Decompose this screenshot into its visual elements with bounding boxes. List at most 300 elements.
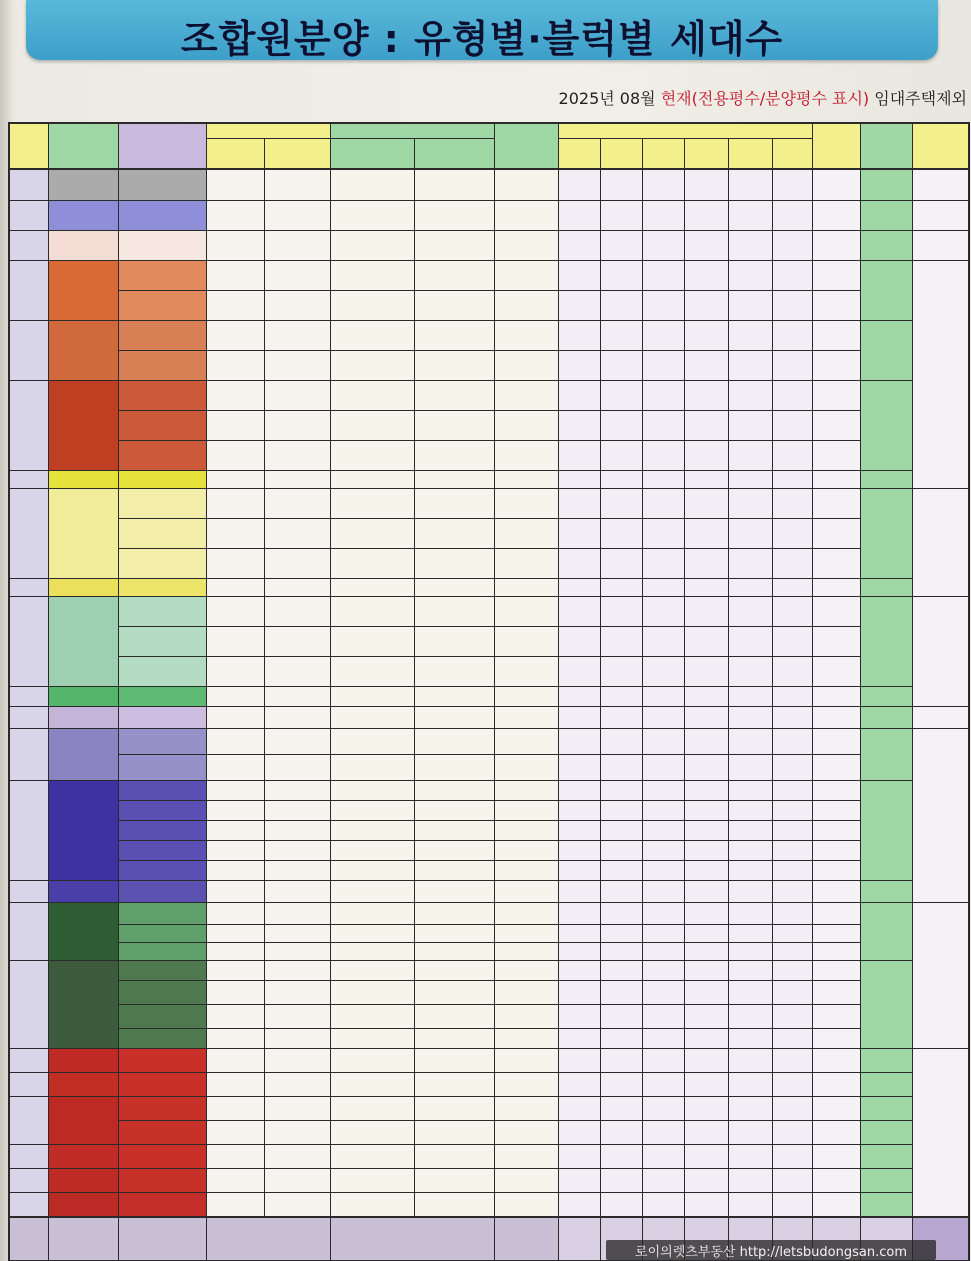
block-count (728, 1028, 772, 1048)
header-kind (494, 122, 558, 168)
subtotal (812, 320, 860, 350)
block-count (642, 656, 684, 686)
block-count (728, 548, 772, 578)
excl-area (330, 880, 414, 902)
block-count (684, 1168, 728, 1192)
supply-pyeong (264, 1072, 330, 1096)
cumulative (860, 1192, 912, 1216)
excl-pyeong (206, 440, 264, 470)
subtotal (812, 380, 860, 410)
sale-type (48, 780, 118, 880)
sale-type (48, 488, 118, 578)
grid-line (8, 320, 118, 321)
block-count (728, 578, 772, 596)
block-count (684, 728, 728, 754)
grid-line (8, 960, 118, 961)
supply-pyeong (264, 1192, 330, 1216)
subtotal (812, 820, 860, 840)
grid-line (414, 138, 415, 1216)
block-count (684, 548, 728, 578)
cumulative (860, 1168, 912, 1192)
block-count (728, 260, 772, 290)
block-count (600, 290, 642, 320)
excl-area (330, 230, 414, 260)
unit-kind (494, 470, 558, 488)
grid-line (118, 122, 119, 1261)
excl-pyeong (206, 200, 264, 230)
supply-pyeong (264, 1144, 330, 1168)
excl-area (330, 800, 414, 820)
block-count (600, 706, 642, 728)
block-count (684, 410, 728, 440)
block-count (558, 470, 600, 488)
subtotal (812, 754, 860, 780)
block-count (684, 320, 728, 350)
row-number (8, 380, 48, 470)
supply-area (414, 260, 494, 290)
sale-type (48, 960, 118, 1048)
cumulative (860, 880, 912, 902)
block-count (558, 800, 600, 820)
block-count (600, 1048, 642, 1072)
block-count (772, 200, 812, 230)
block-count (642, 706, 684, 728)
grid-line (118, 1168, 860, 1169)
grid-line (330, 122, 331, 1261)
grid-line (206, 138, 494, 139)
unit-kind (494, 1120, 558, 1144)
excl-area (330, 1168, 414, 1192)
grid-line (118, 1096, 860, 1097)
grid-line (118, 1192, 860, 1193)
block-count (728, 168, 772, 200)
grid-line (8, 1096, 118, 1097)
grid-line (118, 840, 860, 841)
subtotal (812, 960, 860, 980)
excl-area (330, 860, 414, 880)
grid-line (912, 488, 968, 489)
sub-type (118, 686, 206, 706)
grid-line (860, 122, 861, 1261)
grid-line (772, 138, 773, 1261)
total-label (8, 1216, 48, 1261)
grid-line (118, 380, 860, 381)
supply-pyeong (264, 230, 330, 260)
block-count (684, 1048, 728, 1072)
block-count (558, 1004, 600, 1028)
block-count (728, 350, 772, 380)
row-number (8, 596, 48, 686)
unit-kind (494, 1048, 558, 1072)
excl-pyeong (206, 728, 264, 754)
supply-pyeong (264, 860, 330, 880)
grid-line (118, 596, 860, 597)
row-number (8, 1072, 48, 1096)
sub-type (118, 440, 206, 470)
excl-pyeong (206, 800, 264, 820)
block-count (728, 780, 772, 800)
block-count (642, 840, 684, 860)
block-count (728, 1096, 772, 1120)
grid-line (860, 880, 912, 881)
grid-line (912, 200, 968, 201)
grid-line (118, 924, 860, 925)
block-count (558, 860, 600, 880)
grid-line (8, 260, 118, 261)
note (912, 706, 968, 728)
note (912, 902, 968, 1048)
block-count (558, 942, 600, 960)
subtotal (812, 1192, 860, 1216)
block-count (558, 230, 600, 260)
block-count (600, 728, 642, 754)
block-count (728, 980, 772, 1004)
supply-pyeong (264, 488, 330, 518)
subtitle-date: 2025년 08월 (558, 89, 656, 108)
note (912, 1048, 968, 1216)
block-count (558, 518, 600, 548)
block-count (772, 902, 812, 924)
subtotal (812, 488, 860, 518)
grid-line (118, 1144, 860, 1145)
block-count (728, 320, 772, 350)
sale-type (48, 596, 118, 686)
excl-area (330, 1120, 414, 1144)
cumulative (860, 1072, 912, 1096)
block-count (684, 754, 728, 780)
grid-line (860, 1144, 912, 1145)
excl-pyeong (206, 1072, 264, 1096)
block-count (642, 200, 684, 230)
grid-line (206, 122, 207, 1261)
supply-area (414, 350, 494, 380)
grid-line (118, 980, 860, 981)
sub-type (118, 548, 206, 578)
grid-line (860, 1072, 912, 1073)
cumulative (860, 686, 912, 706)
block-count (600, 924, 642, 942)
sub-type (118, 860, 206, 880)
excl-pyeong (206, 860, 264, 880)
block-count (772, 548, 812, 578)
note (912, 488, 968, 596)
supply-area (414, 840, 494, 860)
cumulative (860, 260, 912, 320)
unit-kind (494, 260, 558, 290)
excl-area (330, 1144, 414, 1168)
header-block-6 (772, 138, 812, 168)
header-no (8, 122, 48, 168)
block-count (600, 470, 642, 488)
excl-pyeong (206, 596, 264, 626)
block-count (772, 860, 812, 880)
grid-line (860, 596, 912, 597)
block-count (558, 728, 600, 754)
block-count (600, 1004, 642, 1028)
excl-pyeong (206, 924, 264, 942)
subtotal (812, 1072, 860, 1096)
block-count (600, 488, 642, 518)
block-count (684, 1028, 728, 1048)
grid-line (118, 626, 860, 627)
grid-line (912, 902, 968, 903)
excl-area (330, 1004, 414, 1028)
block-count (728, 488, 772, 518)
excl-area (330, 320, 414, 350)
sub-type (118, 1120, 206, 1144)
sale-type (48, 168, 118, 200)
block-count (558, 596, 600, 626)
block-count (728, 230, 772, 260)
sub-type (118, 980, 206, 1004)
block-count (642, 488, 684, 518)
block-count (558, 1096, 600, 1120)
cumulative (860, 706, 912, 728)
excl-pyeong (206, 168, 264, 200)
sub-type (118, 1072, 206, 1096)
sale-type (48, 1048, 118, 1072)
block-count (642, 980, 684, 1004)
block-count (772, 924, 812, 942)
block-count (772, 260, 812, 290)
grid-line (118, 1072, 860, 1073)
excl-pyeong (206, 1192, 264, 1216)
block-count (600, 1072, 642, 1096)
sub-type (118, 380, 206, 410)
block-count (684, 706, 728, 728)
block-count (558, 1120, 600, 1144)
row-number (8, 1144, 48, 1168)
block-count (728, 686, 772, 706)
sub-type (118, 470, 206, 488)
block-count (642, 1144, 684, 1168)
block-count (600, 200, 642, 230)
subtotal (812, 706, 860, 728)
unit-kind (494, 860, 558, 880)
block-count (642, 1120, 684, 1144)
block-count (772, 754, 812, 780)
block-count (642, 230, 684, 260)
sub-type (118, 168, 206, 200)
block-count (728, 924, 772, 942)
block-count (684, 880, 728, 902)
cumulative (860, 960, 912, 1048)
unit-kind (494, 548, 558, 578)
cumulative (860, 488, 912, 578)
block-count (558, 1072, 600, 1096)
supply-area (414, 200, 494, 230)
row-number (8, 960, 48, 1048)
supply-area (414, 1192, 494, 1216)
header-excl-pyeong (206, 138, 264, 168)
block-count (728, 626, 772, 656)
block-count (684, 488, 728, 518)
unit-kind (494, 880, 558, 902)
header-cumul (860, 122, 912, 168)
grid-line (860, 902, 912, 903)
block-count (600, 596, 642, 626)
header-area (330, 122, 494, 138)
supply-pyeong (264, 728, 330, 754)
block-count (642, 1048, 684, 1072)
block-count (600, 800, 642, 820)
excl-area (330, 1072, 414, 1096)
row-number (8, 168, 48, 200)
sale-type (48, 1168, 118, 1192)
grid-line (912, 1048, 968, 1049)
unit-kind (494, 960, 558, 980)
grid-line (118, 470, 860, 471)
block-count (600, 960, 642, 980)
grid-line (118, 706, 860, 707)
block-count (558, 1048, 600, 1072)
block-count (558, 820, 600, 840)
supply-pyeong (264, 596, 330, 626)
sub-type (118, 1144, 206, 1168)
grid-line (8, 122, 968, 124)
block-count (728, 880, 772, 902)
supply-pyeong (264, 980, 330, 1004)
grid-line (8, 1216, 968, 1218)
block-count (642, 1028, 684, 1048)
sale-type (48, 902, 118, 960)
grid-line (8, 902, 118, 903)
excl-pyeong (206, 380, 264, 410)
subtotal (812, 1004, 860, 1028)
block-count (684, 518, 728, 548)
supply-area (414, 518, 494, 548)
block-count (684, 1072, 728, 1096)
block-count (600, 320, 642, 350)
block-count (728, 200, 772, 230)
sub-type (118, 230, 206, 260)
excl-pyeong (206, 780, 264, 800)
header-supply-area (414, 138, 494, 168)
block-count (600, 780, 642, 800)
sale-type (48, 380, 118, 470)
block-count (684, 380, 728, 410)
sub-type (118, 1096, 206, 1120)
supply-pyeong (264, 800, 330, 820)
block-count (728, 440, 772, 470)
grid-line (8, 596, 118, 597)
grid-line (860, 728, 912, 729)
supply-pyeong (264, 440, 330, 470)
block-count (728, 470, 772, 488)
block-count (772, 578, 812, 596)
supply-pyeong (264, 1120, 330, 1144)
subtotal (812, 440, 860, 470)
supply-pyeong (264, 168, 330, 200)
cumulative (860, 728, 912, 780)
block-count (642, 440, 684, 470)
excl-pyeong (206, 488, 264, 518)
excl-area (330, 942, 414, 960)
supply-pyeong (264, 1028, 330, 1048)
grid-line (118, 440, 860, 441)
block-count (772, 518, 812, 548)
block-count (600, 880, 642, 902)
supply-area (414, 728, 494, 754)
subtotal (812, 260, 860, 290)
subtotal (812, 880, 860, 902)
subtotal (812, 980, 860, 1004)
row-number (8, 1192, 48, 1216)
grid-line (860, 686, 912, 687)
grid-line (600, 138, 601, 1261)
block-count (772, 1120, 812, 1144)
grid-line (860, 706, 912, 707)
excl-area (330, 840, 414, 860)
grid-line (118, 754, 860, 755)
block-count (642, 880, 684, 902)
block-count (772, 800, 812, 820)
block-count (728, 902, 772, 924)
grid-line (912, 230, 968, 231)
block-count (600, 686, 642, 706)
unit-kind (494, 820, 558, 840)
unit-kind (494, 800, 558, 820)
block-count (684, 840, 728, 860)
block-count (772, 656, 812, 686)
note (912, 260, 968, 488)
unit-kind (494, 440, 558, 470)
block-count (772, 470, 812, 488)
unit-kind (494, 780, 558, 800)
header-subtotal (812, 122, 860, 168)
row-number (8, 1096, 48, 1144)
supply-pyeong (264, 656, 330, 686)
supply-pyeong (264, 200, 330, 230)
block-count (600, 1168, 642, 1192)
supply-pyeong (264, 924, 330, 942)
grid-line (912, 596, 968, 597)
grid-line (118, 200, 860, 201)
supply-area (414, 626, 494, 656)
subtotal (812, 728, 860, 754)
sub-type (118, 350, 206, 380)
block-count (558, 1144, 600, 1168)
excl-pyeong (206, 942, 264, 960)
excl-pyeong (206, 290, 264, 320)
supply-area (414, 1120, 494, 1144)
block-count (684, 578, 728, 596)
row-number (8, 578, 48, 596)
block-count (728, 380, 772, 410)
block-count (772, 320, 812, 350)
excl-area (330, 596, 414, 626)
watermark: 로이의렛츠부동산 http://letsbudongsan.com (606, 1240, 936, 1260)
supply-area (414, 800, 494, 820)
excl-pyeong (206, 626, 264, 656)
header-block-3 (642, 138, 684, 168)
grid-line (8, 880, 118, 881)
sub-type (118, 656, 206, 686)
sub-type (118, 942, 206, 960)
block-count (728, 754, 772, 780)
supply-pyeong (264, 942, 330, 960)
header-supply-pyeong (264, 138, 330, 168)
subtotal (812, 902, 860, 924)
grid-line (860, 380, 912, 381)
block-count (684, 290, 728, 320)
block-count (772, 230, 812, 260)
block-count (684, 942, 728, 960)
excl-area (330, 902, 414, 924)
supply-pyeong (264, 820, 330, 840)
sale-type (48, 470, 118, 488)
block-count (642, 860, 684, 880)
